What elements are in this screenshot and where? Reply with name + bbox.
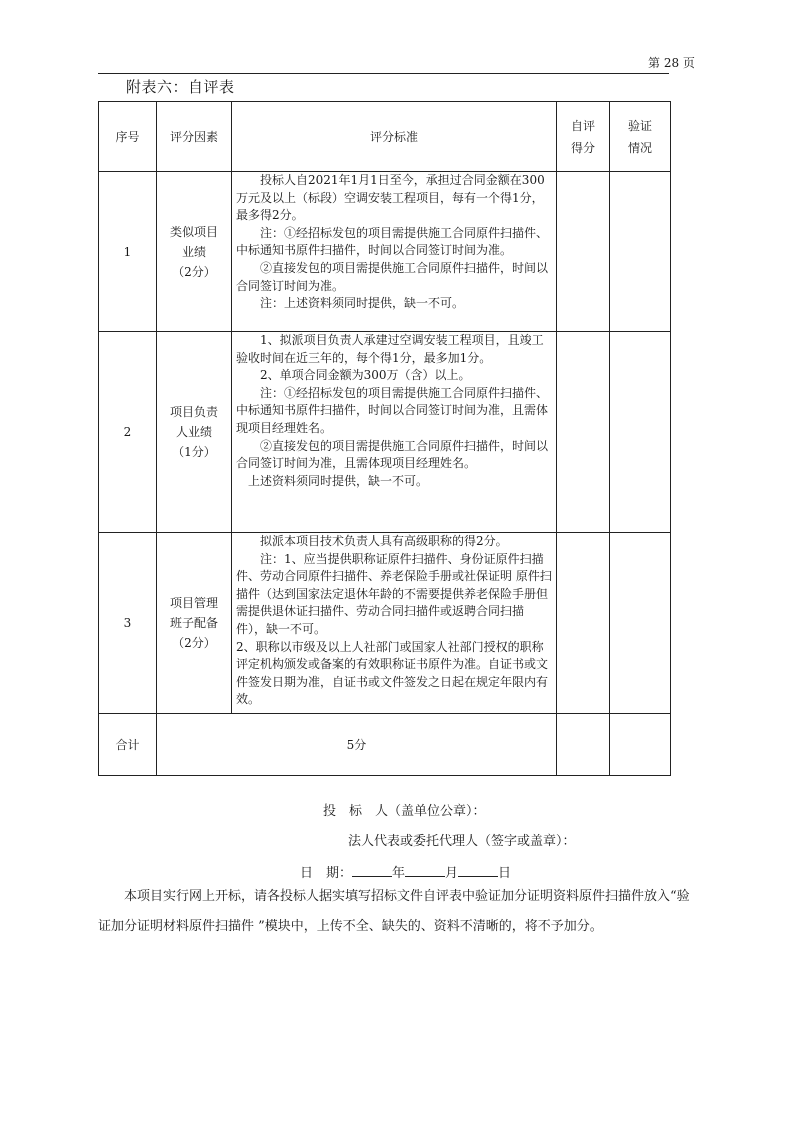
date-label: 日 期： — [300, 866, 353, 881]
total-row — [99, 714, 671, 776]
page-number: 第 28 页 — [648, 56, 695, 70]
row-factor: 项目管理 班子配备 （2分） — [157, 533, 232, 714]
bidder-seal-line: 投 标 人（盖单位公章）： — [323, 804, 486, 819]
self-score-total-cell[interactable] — [557, 714, 610, 776]
row-criteria: 投标人自2021年1月1日至今，承担过合同金额在300万元及以上（标段）空调安装工程项目，每有一个得1分，最多得2分。 注：①经招标发包的项目需提供施工合同原件扫描件、中标通知书原件扫描件，时间以合同签订时间为准。 ②直接发包的项目需提供施工合同原件扫描件，时间以合同签订时间为准。 注：上述资料须同时提供，缺一不可。 — [232, 172, 557, 332]
verify-cell[interactable] — [610, 533, 671, 714]
verify-cell[interactable] — [610, 172, 671, 332]
self-score-cell[interactable] — [557, 332, 610, 533]
header-rule — [98, 73, 669, 74]
header-criteria: 评分标准 — [232, 102, 557, 172]
date-line — [300, 863, 793, 882]
month-blank[interactable] — [405, 863, 445, 877]
verify-cell[interactable] — [610, 332, 671, 533]
day-label: 日 — [498, 866, 512, 881]
row-index: 2 — [99, 332, 157, 533]
legal-rep-line: 法人代表或委托代理人（签字或盖章）： — [348, 834, 576, 849]
total-value: 5分 — [157, 714, 557, 776]
table-row — [99, 332, 671, 533]
month-label: 月 — [445, 866, 459, 881]
header-self-score: 自评 得分 — [557, 102, 610, 172]
table-row — [99, 533, 671, 714]
year-blank[interactable] — [352, 863, 392, 877]
page-title: 附表六：自评表 — [126, 78, 235, 96]
table-row — [99, 172, 671, 332]
header-verify: 验证 情况 — [610, 102, 671, 172]
table-header-row — [99, 102, 671, 172]
year-label: 年 — [392, 866, 406, 881]
self-evaluation-table — [98, 101, 671, 776]
day-blank[interactable] — [458, 863, 498, 877]
footnote: 本项目实行网上开标，请各投标人据实填写招标文件自评表中验证加分证明资料原件扫描件放入“验证加分证明材料原件扫描件 ”模块中，上传不全、缺失的、资料不清晰的，将不予加分。 — [98, 889, 690, 934]
row-criteria: 1、拟派项目负责人承建过空调安装工程项目，且竣工验收时间在近三年的，每个得1分，最多加1分。 2、单项合同金额为300万（含）以上。 注：①经招标发包的项目需提供施工合同原件扫描件、中标通知书原件扫描件，时间以合同签订时间为准，且需体现项目经理姓名。 ②直接发包的项目需提供施工合同原件扫描件，时间以合同签订时间为准，且需体现项目经理姓名。 上述资料须同时提供，缺一不可。 — [232, 332, 557, 533]
row-factor: 项目负责 人业绩 （1分） — [157, 332, 232, 533]
row-index: 1 — [99, 172, 157, 332]
header-index: 序号 — [99, 102, 157, 172]
header-factor: 评分因素 — [157, 102, 232, 172]
verify-total-cell[interactable] — [610, 714, 671, 776]
self-score-cell[interactable] — [557, 533, 610, 714]
total-label: 合计 — [99, 714, 157, 776]
row-index: 3 — [99, 533, 157, 714]
row-factor: 类似项目 业绩 （2分） — [157, 172, 232, 332]
row-criteria: 拟派本项目技术负责人具有高级职称的得2分。 注：1、应当提供职称证原件扫描件、身份证原件扫描件、劳动合同原件扫描件、养老保险手册或社保证明 原件扫描件（达到国家法定退休年龄的不需要提供养老保险手册但需提供退休证扫描件、劳动合同扫描件或返聘合同扫描件），缺一不可。 2、职称以市级及以上人社部门或国家人社部门授权的职称评定机构颁发或备案的有效职称证书原件为准。自证书或文件签发日期为准，自证书或文件签发之日起在规定年限内有效。 — [232, 533, 557, 714]
self-score-cell[interactable] — [557, 172, 610, 332]
